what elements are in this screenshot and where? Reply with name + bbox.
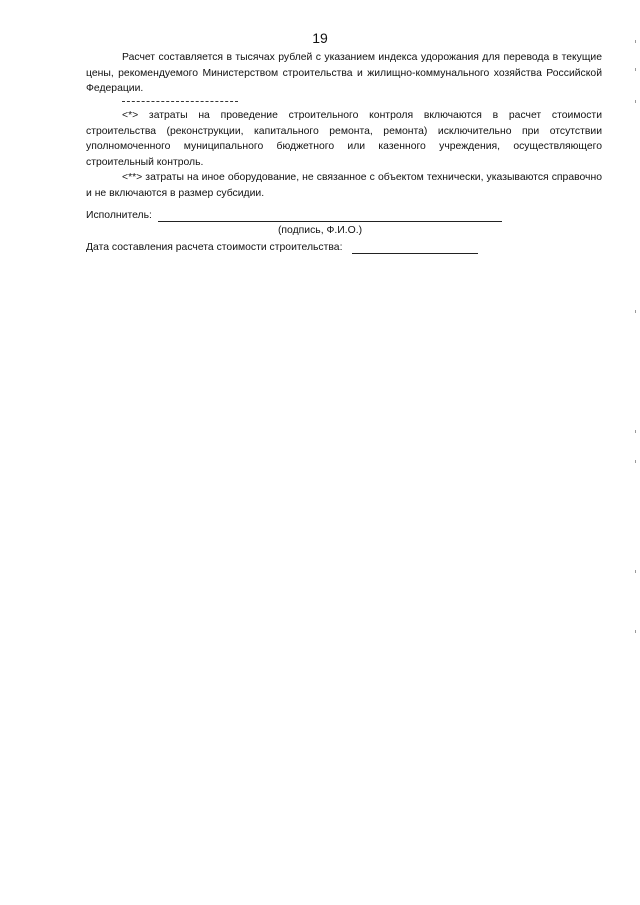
scan-margin-marks — [630, 40, 636, 680]
signature-caption-text: (подпись, Ф.И.О.) — [277, 225, 363, 236]
footnote-1: <*> затраты на проведение строительного контроля включаются в расчет стоимости строительства (реконструкции, капитального ремонта, ремонта) исключительно при отсутствии уполномоченного муниципального бюджетного или казенного учреждения, осуществляющего строительный контроль. — [86, 110, 602, 168]
executor-signature-line — [158, 221, 502, 222]
intro-paragraph: Расчет составляется в тысячах рублей с указанием индекса удорожания для перевода в текущие цены, рекомендуемого Министерством строительства и жилищно-коммунального хозяйства Российской Федерации. — [86, 52, 602, 94]
footnote-2: <**> затраты на иное оборудование, не связанное с объектом технически, указываются справочно и не включаются в размер субсидии. — [86, 172, 602, 199]
date-line — [352, 253, 478, 254]
page-number: 19 — [312, 30, 328, 46]
date-label: Дата составления расчета стоимости строительства: — [86, 242, 343, 253]
signature-caption — [0, 224, 640, 238]
footnote-divider — [122, 101, 238, 102]
executor-label: Исполнитель: — [86, 210, 152, 221]
